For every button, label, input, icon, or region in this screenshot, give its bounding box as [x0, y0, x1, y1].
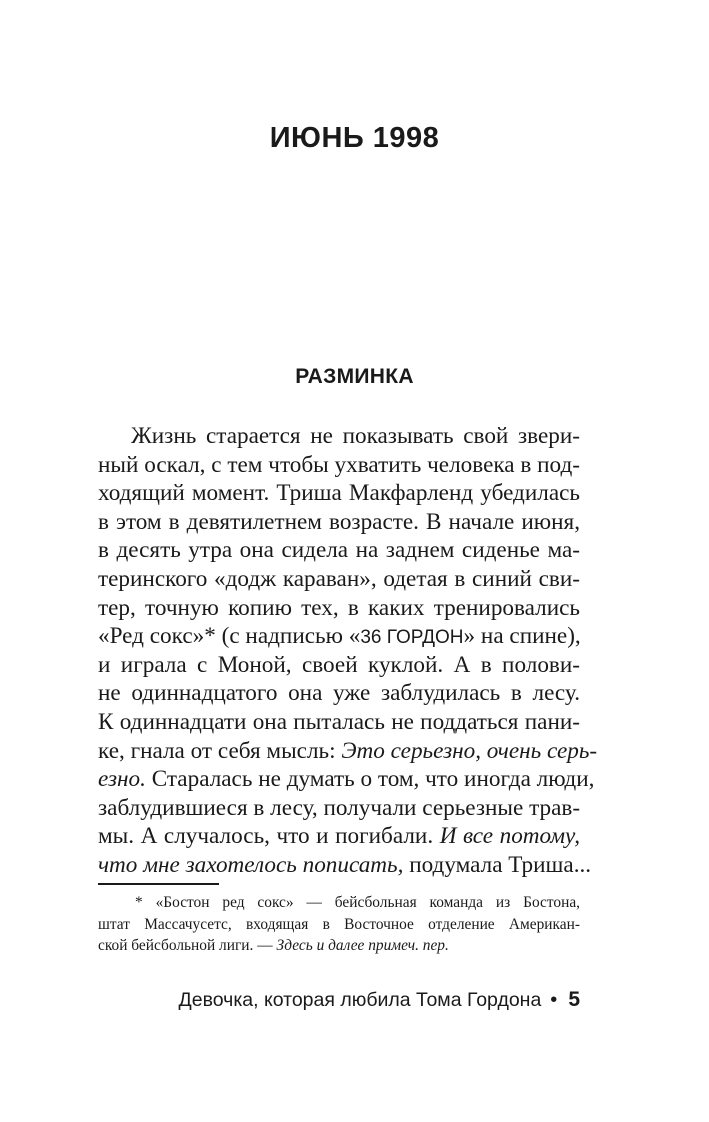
text-line: в десять утра она сидела на заднем сиденье ма-: [98, 537, 580, 564]
text-line: [98, 622, 580, 651]
text-segment: «Ред сокс»* (с надписью «: [98, 623, 361, 650]
text-line: [98, 851, 592, 880]
footnote-line: штат Массачусетс, входящая в Восточное отделение Американ-: [98, 915, 580, 933]
chapter-title: ИЮНЬ 1998: [269, 122, 440, 154]
footnote-divider: [98, 883, 219, 885]
italic-thought: Это серьезно, очень серь-: [341, 737, 598, 764]
footnote-line: * «Бостон ред сокс» — бейсбольная команда из Бостона,: [135, 894, 580, 911]
text-line: [98, 737, 598, 766]
text-segment: ке, гнала от себя мысль:: [98, 737, 342, 764]
footnote-text: ской бейсбольной лиги. —: [98, 937, 277, 954]
body-paragraph: [98, 422, 598, 880]
running-footer: [98, 988, 580, 1012]
page-number: 5: [568, 988, 580, 1011]
italic-thought: что мне захотелось пописать,: [98, 851, 404, 878]
section-title: РАЗМИНКА: [295, 365, 414, 388]
text-line: в этом в девятилетнем возрасте. В начале июня,: [98, 508, 580, 535]
translator-note: Здесь и далее примеч. пер.: [276, 937, 449, 954]
text-segment: Старалась не думать о том, что иногда люди,: [145, 766, 595, 793]
text-line: теринского «додж караван», одетая в синий сви-: [98, 565, 580, 592]
footnote: [98, 892, 580, 957]
text-line: [98, 822, 580, 851]
text-line: [98, 765, 595, 794]
text-line: не одиннадцатого она уже заблудилась в лесу.: [98, 680, 580, 707]
italic-thought: И все потому,: [439, 823, 580, 850]
jersey-inscription: 36 ГОРДОН: [360, 627, 464, 649]
italic-thought: езно.: [98, 766, 146, 793]
text-line: Жизнь старается не показывать свой звери-: [131, 423, 580, 449]
text-line: К одиннадцати она пыталась не поддаться пани-: [98, 708, 580, 735]
text-line: ходящий момент. Триша Макфарленд убедилась: [98, 480, 580, 507]
text-line: заблудившиеся в лесу, получали серьезные трав-: [98, 794, 581, 821]
text-line: и играла с Моной, своей куклой. А в полови-: [98, 651, 580, 678]
text-line: тер, точную копию тех, в каких тренировались: [98, 594, 580, 621]
running-title: Девочка, которая любила Тома Гордона: [178, 989, 542, 1011]
footnote-line: [98, 935, 580, 957]
text-segment: подумала Триша...: [403, 851, 592, 878]
text-segment: » на спине),: [463, 623, 581, 650]
text-segment: мы. А случалось, что и погибали.: [98, 823, 440, 850]
bullet-separator: •: [550, 989, 558, 1011]
text-line: ный оскал, с тем чтобы ухватить человека в под-: [98, 451, 580, 478]
